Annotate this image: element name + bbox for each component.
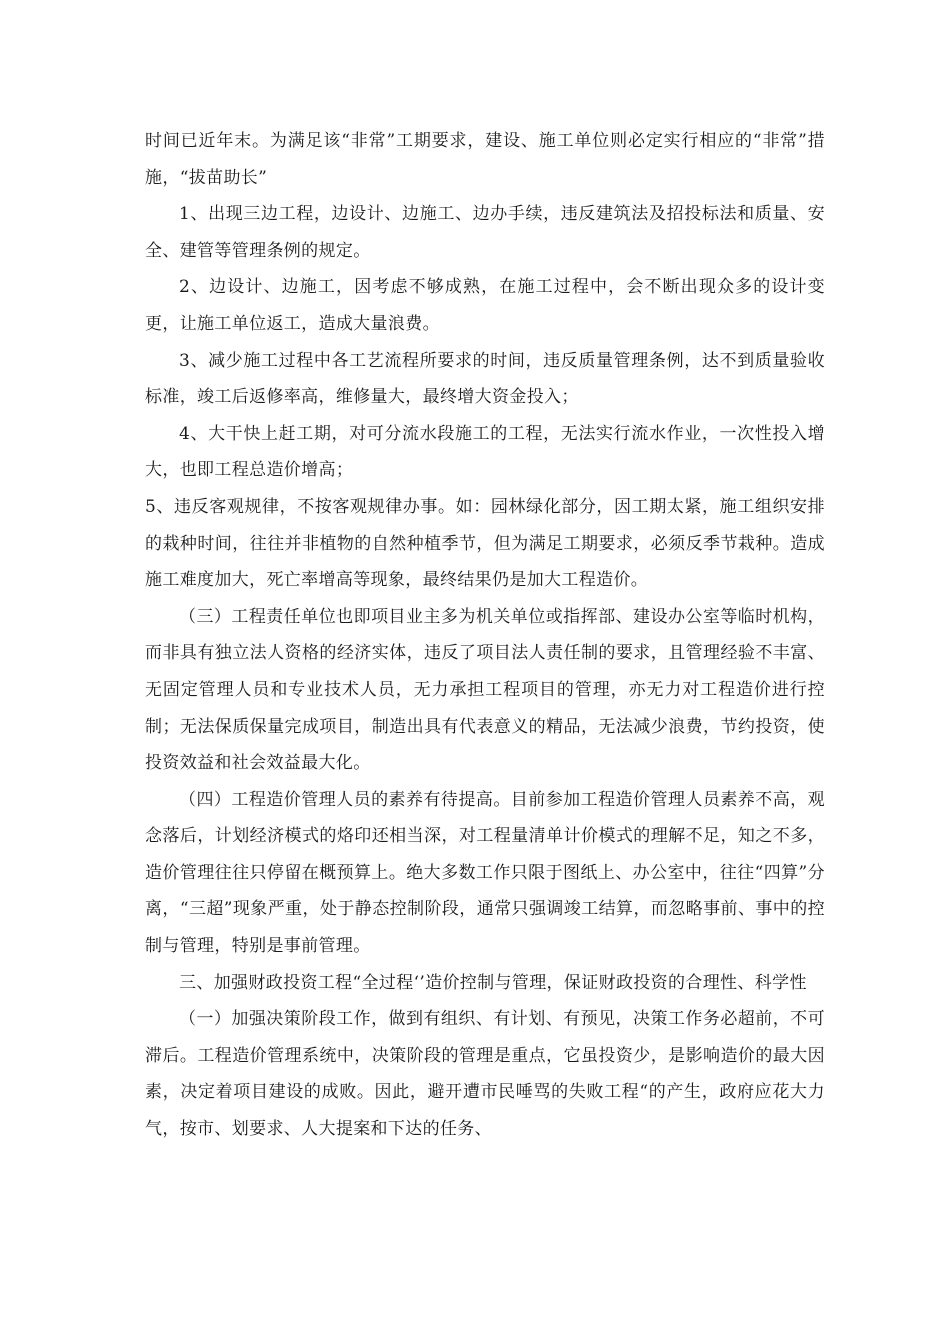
paragraph-2: 1、出现三边工程，边设计、边施工、边办手续，违反建筑法及招投标法和质量、安全、建管等管理条例的规定。 [145,204,825,261]
paragraph-4: 3、减少施工过程中各工艺流程所要求的时间，违反质量管理条例，达不到质量验收标准，竣工后返修率高，维修量大，最终增大资金投入； [145,350,825,408]
paragraph-6: 5、违反客观规律，不按客观规律办事。如：园林绿化部分，因工期太紧，施工组织安排的栽种时间，往往并非植物的自然种植季节，但为满足工期要求，必须反季节栽种。造成施工难度加大，死亡率增高等现象，最终结果仍是加大工程造价。 [145,496,825,591]
paragraph-10: （一）加强决策阶段工作，做到有组织、有计划、有预见，决策工作务必超前，不可滞后。工程造价管理系统中，决策阶段的管理是重点，它虽投资少，是影响造价的最大因素，决定着项目建设的成败。因此，避开遭市民唾骂的失败工程“的产生，政府应花大力气，按市、划要求、人大提案和下达的任务、 [145,1009,825,1140]
paragraph-3: 2、边设计、边施工，因考虑不够成熟，在施工过程中，会不断出现众多的设计变更，让施工单位返工，造成大量浪费。 [145,277,825,334]
paragraph-1: 时间已近年末。为满足该“非常”工期要求，建设、施工单位则必定实行相应的“非常”措施，“拔苗助长” [145,131,825,188]
paragraph-5: 4、大干快上赶工期，对可分流水段施工的工程，无法实行流水作业，一次性投入增大，也即工程总造价增高； [145,423,825,481]
document-body [145,123,825,1148]
paragraph-7: （三）工程责任单位也即项目业主多为机关单位或指挥部、建设办公室等临时机构，而非具有独立法人资格的经济实体，违反了项目法人责任制的要求，且管理经验不丰富、无固定管理人员和专业技术人员，无力承担工程项目的管理，亦无力对工程造价进行控制；无法保质保量完成项目，制造出具有代表意义的精品，无法减少浪费，节约投资，使投资效益和社会效益最大化。 [145,606,825,774]
paragraph-8: （四）工程造价管理人员的素养有待提高。目前参加工程造价管理人员素养不高，观念落后，计划经济模式的烙印还相当深，对工程量清单计价模式的理解不足，知之不多，造价管理往往只停留在概预算上。绝大多数工作只限于图纸上、办公室中，往往“四算”分离，“三超”现象严重，处于静态控制阶段，通常只强调竣工结算，而忽略事前、事中的控制与管理，特别是事前管理。 [145,789,825,957]
section-heading-3: 三、加强财政投资工程“全过程‘’造价控制与管理，保证财政投资的合理性、科学性 [179,972,807,993]
